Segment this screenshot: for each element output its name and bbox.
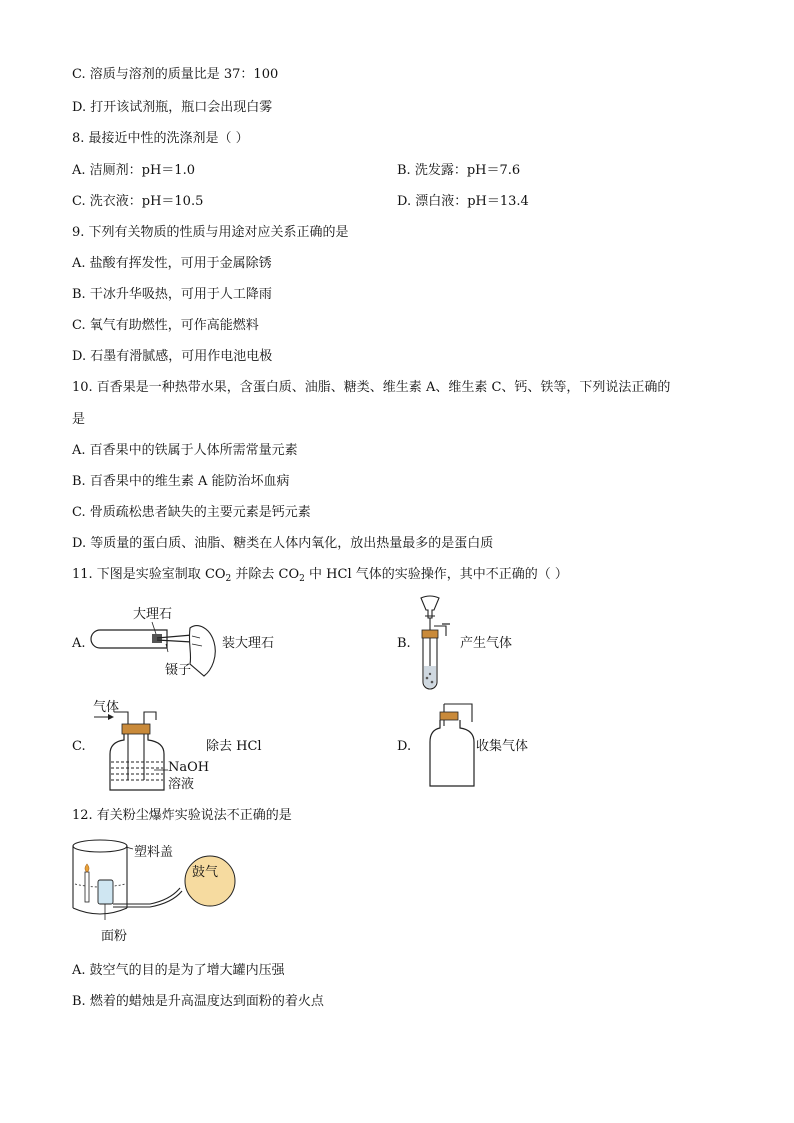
q12-option-a: A. 鼓空气的目的是为了增大罐内压强 [72, 963, 285, 978]
flour-label: 面粉 [101, 929, 128, 944]
q11-option-c-label: C. [72, 739, 86, 754]
q10-option-d: D. 等质量的蛋白质、油脂、糖类在人体内氧化，放出热量最多的是蛋白质 [72, 536, 494, 551]
q8-option-a: A. 洁厕剂：pH＝1.0 [72, 163, 195, 178]
option-b-caption: 产生气体 [460, 636, 513, 651]
q11-option-d-label: D. [397, 739, 412, 754]
q8-option-d: D. 漂白液：pH＝13.4 [397, 194, 529, 209]
option-d-caption: 收集气体 [476, 739, 529, 754]
gas-label: 气体 [93, 700, 120, 715]
q12-stem: 12. 有关粉尘爆炸实验说法不正确的是 [72, 808, 292, 823]
q12-option-b: B. 燃着的蜡烛是升高温度达到面粉的着火点 [72, 994, 324, 1009]
blow-air-label: 鼓气 [192, 865, 219, 880]
q9-stem: 9. 下列有关物质的性质与用途对应关系正确的是 [72, 225, 349, 240]
gas-generator-figure [412, 596, 462, 692]
q10-option-b: B. 百香果中的维生素 A 能防治坏血病 [72, 474, 290, 489]
option-a-caption: 装大理石 [222, 636, 275, 651]
q11-stem: 11. 下图是实验室制取 $CO_2$ 并除去 $CO_2$ 中 HCl 气体的实验操作，其中不正确的（ ） [72, 567, 568, 584]
q11-option-a-label: A. [72, 636, 86, 651]
q10-stem-line2: 是 [72, 412, 86, 427]
marble-label: 大理石 [133, 607, 173, 622]
q10-stem-line1: 10. 百香果是一种热带水果，含蛋白质、油脂、糖类、维生素 A、维生素 C、钙、铁等，下列说法正确的 [72, 380, 671, 395]
solution-label: 溶液 [168, 777, 195, 792]
q11-option-b-label: B. [397, 636, 411, 651]
q9-option-a: A. 盐酸有挥发性，可用于金属除锈 [72, 256, 272, 271]
plastic-lid-label: 塑料盖 [134, 845, 174, 860]
q8-option-b: B. 洗发露：pH＝7.6 [397, 163, 521, 178]
q9-option-b: B. 干冰升华吸热，可用于人工降雨 [72, 287, 272, 302]
q7-option-d: D. 打开该试剂瓶，瓶口会出现白雾 [72, 100, 273, 115]
gas-collection-bottle-figure [426, 700, 482, 790]
naoh-label: NaOH [168, 760, 210, 775]
option-c-caption: 除去 HCl [206, 739, 262, 754]
q8-stem: 8. 最接近中性的洗涤剂是（ ） [72, 131, 249, 146]
q10-option-a: A. 百香果中的铁属于人体所需常量元素 [72, 443, 298, 458]
q9-option-d: D. 石墨有滑腻感，可用作电池电极 [72, 349, 273, 364]
q7-option-c: C. 溶质与溶剂的质量比是 37：100 [72, 67, 279, 82]
q10-option-c: C. 骨质疏松患者缺失的主要元素是钙元素 [72, 505, 311, 520]
q8-option-c: C. 洗衣液：pH＝10.5 [72, 194, 204, 209]
q9-option-c: C. 氧气有助燃性，可作高能燃料 [72, 318, 259, 333]
tweezers-label: 镊子 [165, 663, 192, 678]
